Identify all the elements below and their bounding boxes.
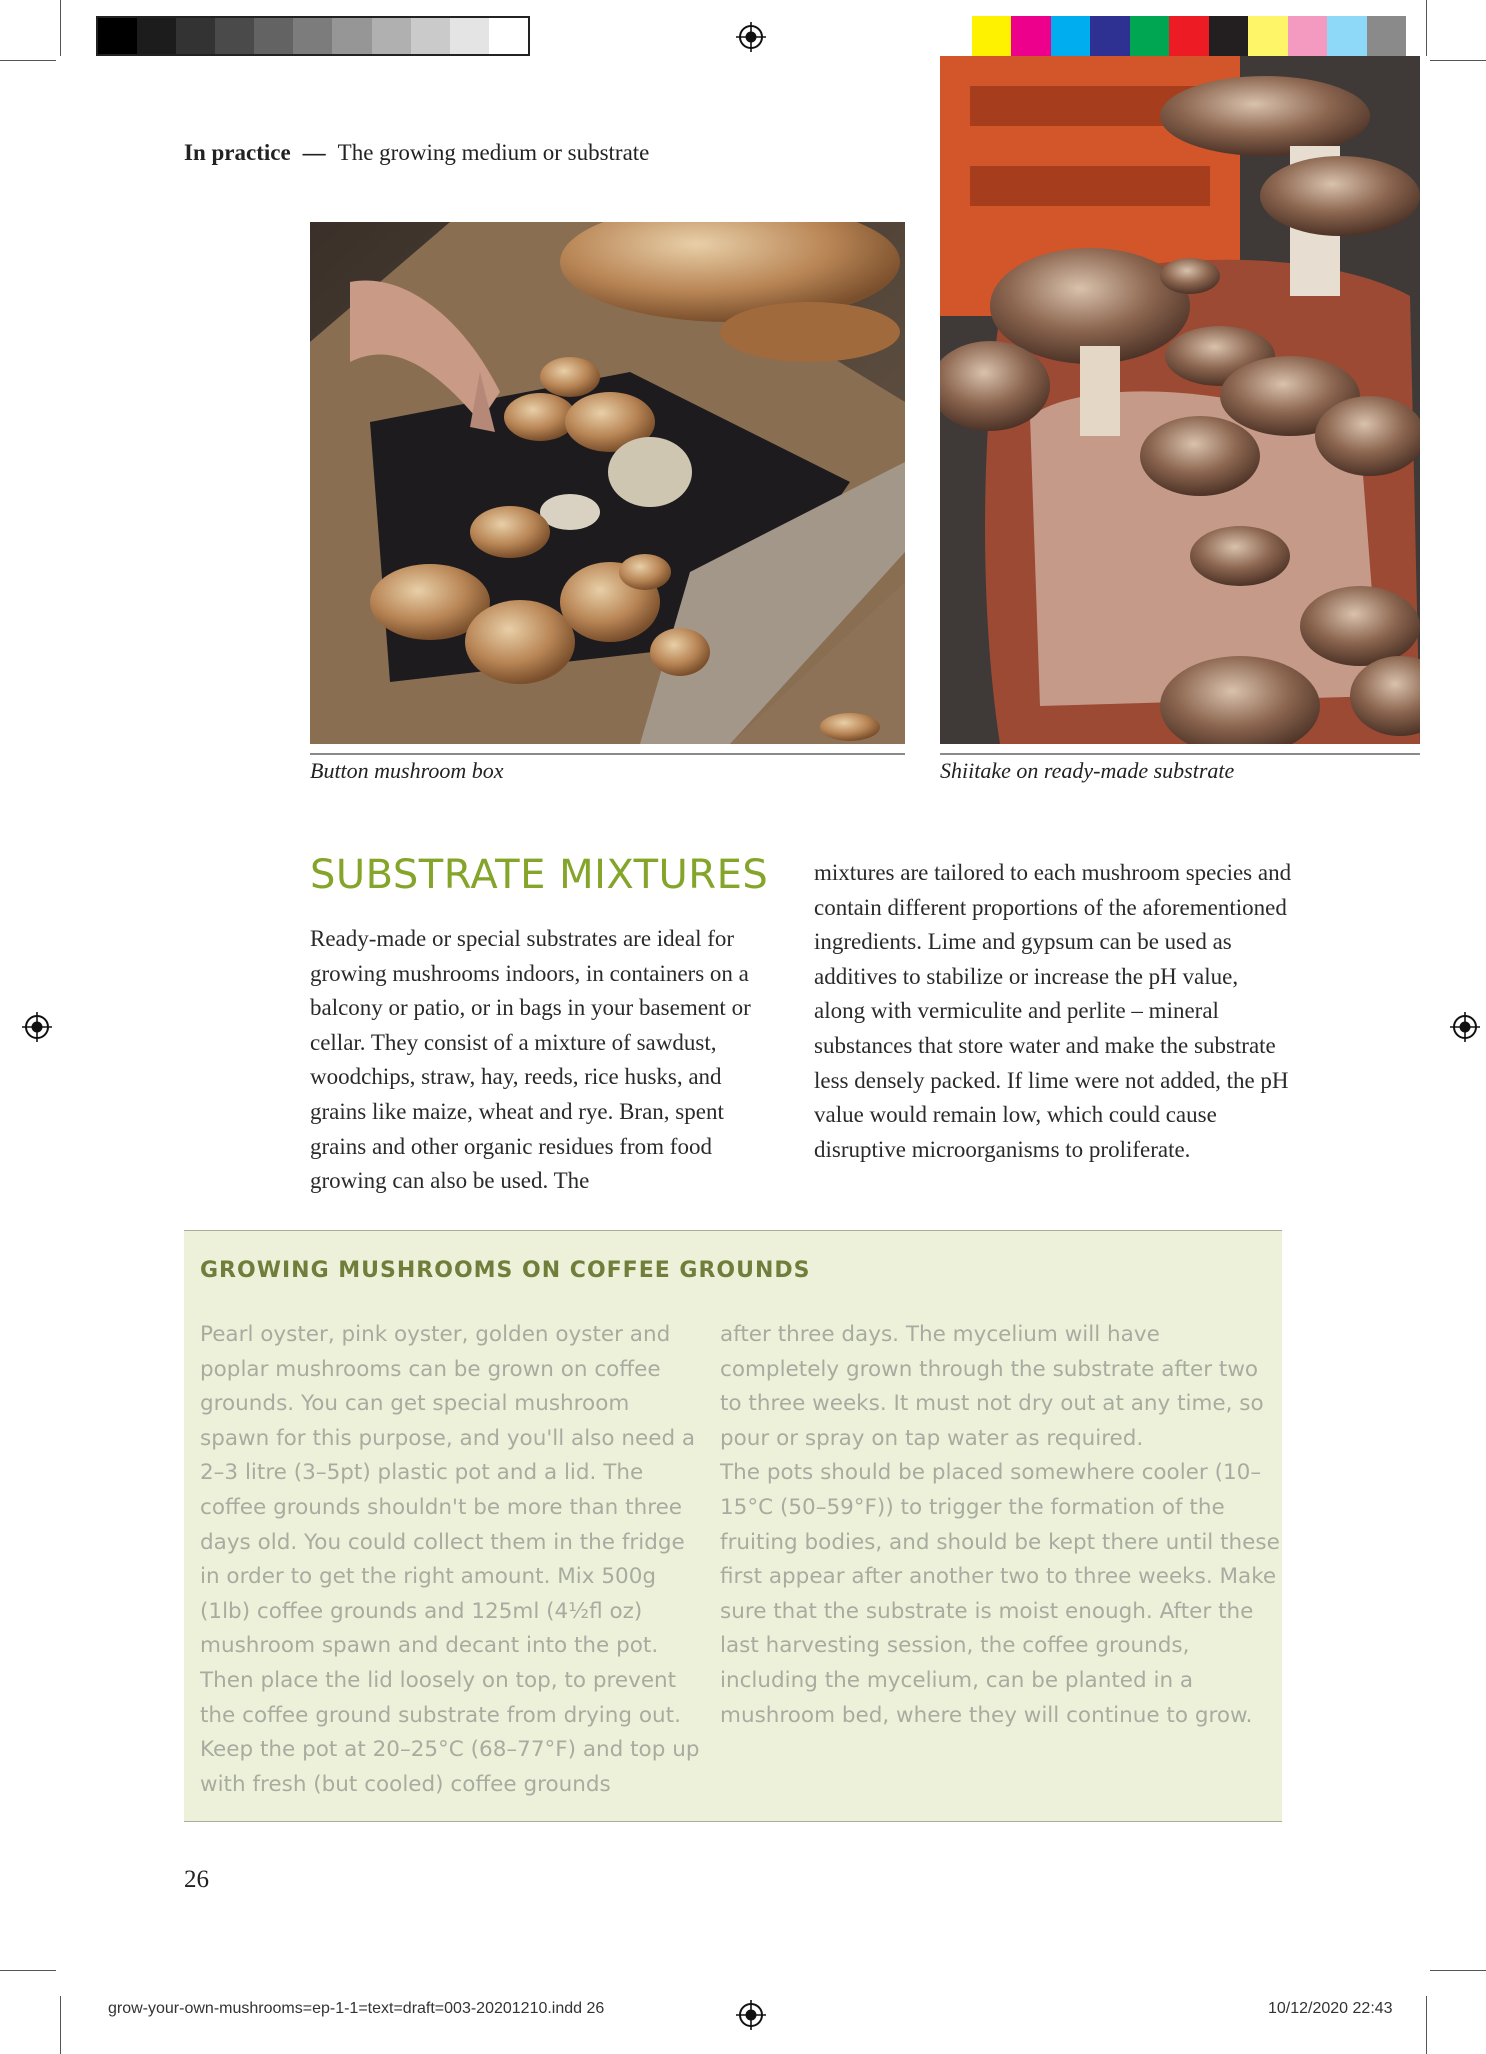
registration-mark-icon <box>1450 1012 1480 1042</box>
sidebar-box-column-1: Pearl oyster, pink oyster, golden oyster and poplar mushrooms can be grown on coffee grounds. You can get special mushroom spawn for this purpose, and you'll also need a 2–3 litre (3–5pt) plastic pot and a lid. The coffee grounds shouldn't be more than three days old. You could collect them in the fridge in order to get the right amount. Mix 500g (1lb) coffee grounds and 125ml (4½fl oz) mushroom spawn and decant into the pot. Then place the lid loosely on top, to prevent the coffee ground substrate from drying out. Keep the pot at 20–25°C (68–77°F) and top up with fresh (but cooled) coffee grounds <box>200 1322 700 1797</box>
color-swatch <box>1327 16 1366 56</box>
color-swatch <box>1367 16 1406 56</box>
running-head-topic: The growing medium or substrate <box>337 140 650 165</box>
crop-mark <box>60 1996 61 2054</box>
color-swatch <box>1169 16 1208 56</box>
shiitake-photo <box>940 56 1420 744</box>
sidebar-box-column-2 <box>720 1318 1280 1733</box>
sidebar-box-title: GROWING MUSHROOMS ON COFFEE GROUNDS <box>200 1258 811 1283</box>
running-head-section: In practice <box>184 140 291 165</box>
registration-mark-icon <box>736 22 766 52</box>
file-slug: grow-your-own-mushrooms=ep-1-1=text=draft=003-20201210.indd 26 <box>108 2000 605 2017</box>
grayscale-swatch <box>489 18 528 54</box>
right-photo-caption: Shiitake on ready-made substrate <box>940 758 1235 783</box>
left-photo-caption: Button mushroom box <box>310 758 504 783</box>
grayscale-swatch <box>372 18 411 54</box>
color-swatch <box>1209 16 1248 56</box>
grayscale-swatch <box>450 18 489 54</box>
grayscale-swatch <box>98 18 137 54</box>
grayscale-swatch <box>137 18 176 54</box>
color-bar <box>972 16 1406 56</box>
crop-mark <box>60 0 61 56</box>
color-swatch <box>1090 16 1129 56</box>
registration-mark-icon <box>736 2000 766 2030</box>
caption-rule <box>940 753 1420 755</box>
registration-mark-icon <box>22 1012 52 1042</box>
crop-mark <box>1426 1996 1427 2054</box>
crop-mark <box>1430 1970 1486 1971</box>
color-swatch <box>1051 16 1090 56</box>
article-column-1: Ready-made or special substrates are ideal for growing mushrooms indoors, in containers on a balcony or patio, or in bags in your basement or cellar. They consist of a mixture of sawdust, woodchips, straw, hay, reeds, rice husks, and grains like maize, wheat and rye. Bran, spent grains and other organic residues from food growing can also be used. The <box>310 926 751 1194</box>
running-head <box>184 140 649 166</box>
crop-mark <box>1430 60 1486 61</box>
crop-mark <box>0 1970 56 1971</box>
color-swatch <box>1011 16 1050 56</box>
running-head-dash: — <box>302 140 326 165</box>
crop-mark <box>1426 0 1427 56</box>
color-swatch <box>1130 16 1169 56</box>
color-swatch <box>972 16 1011 56</box>
grayscale-swatch <box>176 18 215 54</box>
caption-rule <box>310 753 905 755</box>
crop-mark <box>0 60 56 61</box>
sidebar-box-paragraph: The pots should be placed somewhere cooler (10–15°C (50–59°F)) to trigger the formation of the fruiting bodies, and should be kept there until these first appear after another two to three weeks. Make sure that the substrate is moist enough. After the last harvesting session, the coffee grounds, including the mycelium, can be planted in a mushroom bed, where they will continue to grow. <box>720 1460 1280 1728</box>
file-date: 10/12/2020 22:43 <box>1268 2000 1393 2017</box>
grayscale-swatch <box>293 18 332 54</box>
sidebar-box-paragraph: after three days. The mycelium will have completely grown through the substrate after two to three weeks. It must not dry out at any time, so pour or spray on tap water as required. <box>720 1322 1264 1451</box>
color-swatch <box>1288 16 1327 56</box>
grayscale-swatch <box>215 18 254 54</box>
grayscale-swatch <box>254 18 293 54</box>
page-number: 26 <box>184 1866 209 1893</box>
button-mushroom-photo <box>310 222 905 744</box>
grayscale-swatch <box>332 18 371 54</box>
grayscale-bar <box>96 16 530 56</box>
grayscale-swatch <box>411 18 450 54</box>
article-column-2: mixtures are tailored to each mushroom species and contain different proportions of the aforementioned ingredients. Lime and gypsum can be used as additives to stabilize or increase the pH value, along with vermiculite and perlite – mineral substances that store water and make the substrate less densely packed. If lime were not added, the pH value would remain low, which could cause disruptive microorganisms to proliferate. <box>814 860 1292 1162</box>
color-swatch <box>1248 16 1287 56</box>
section-heading: SUBSTRATE MIXTURES <box>310 852 769 898</box>
